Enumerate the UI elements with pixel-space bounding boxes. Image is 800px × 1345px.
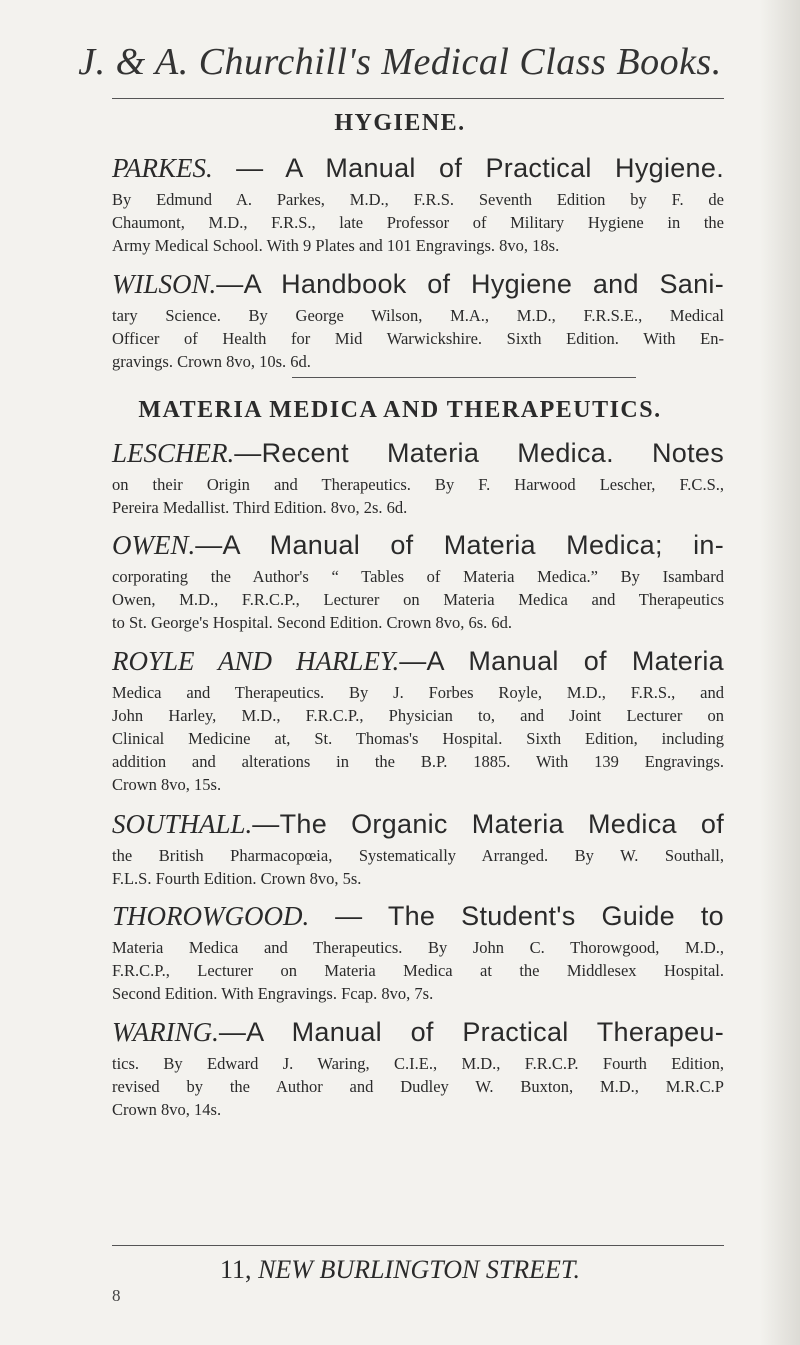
entry-title: Handbook of Hygiene and Sani- [281, 269, 724, 299]
entry-title: Manual of Practical Therapeu- [291, 1017, 725, 1047]
header-rule [112, 98, 724, 99]
section-title-materia-medica: MATERIA MEDICA AND THERAPEUTICS. [138, 397, 662, 423]
entry-heading: SOUTHALL.—The Organic Materia Medica of [112, 809, 724, 839]
entry-author: LESCHER. [112, 438, 235, 468]
entry-description: Materia Medica and Therapeutics. By John C. Thorowgood, M.D., F.R.C.P., Lecturer on Materia Medica at the Middlesex Hospital. Second Edition. With Engravings. Fcap. 8vo, 7s. [112, 938, 724, 1003]
entry-author: WILSON. [112, 269, 217, 299]
entry-title: Manual of Materia [468, 646, 724, 676]
entry-description: on their Origin and Therapeutics. By F. Harwood Lescher, F.C.S., Pereira Medallist. Third Edition. 8vo, 2s. 6d. [112, 475, 724, 517]
entry-wilson [112, 267, 724, 373]
entry-description: tary Science. By George Wilson, M.A., M.D., F.R.S.E., Medical Officer of Health for Mid Warwickshire. Sixth Edition. With En- gravings. Crown 8vo, 10s. 6d. [112, 306, 724, 371]
entry-waring [112, 1015, 724, 1121]
entry-title: Manual of Materia Medica; in- [269, 530, 725, 560]
entry-description: By Edmund A. Parkes, M.D., F.R.S. Seventh Edition by F. de Chaumont, M.D., F.R.S., late Professor of Military Hygiene in the Army Medical School. With 9 Plates and 101 Engravings. 8vo, 18s. [112, 190, 724, 255]
entry-author: THOROWGOOD. [112, 901, 310, 931]
entry-heading: WILSON.—A Handbook of Hygiene and Sani- [112, 269, 724, 299]
entry-heading: OWEN.—A Manual of Materia Medica; in- [112, 530, 725, 560]
footer-rule [112, 1245, 724, 1246]
page-edge-shadow [760, 0, 800, 1345]
entry-author: OWEN. [112, 530, 196, 560]
entry-title: Recent Materia Medica. Notes [261, 438, 724, 468]
entry-royle-harley [112, 644, 724, 796]
entry-title: The Student's Guide to [387, 901, 724, 931]
footer-street: NEW BURLINGTON STREET. [258, 1255, 580, 1284]
entry-heading: THOROWGOOD. — The Student's Guide to [112, 901, 724, 931]
entry-title: The Organic Materia Medica of [279, 809, 724, 839]
entry-lescher [112, 436, 724, 519]
entry-heading: LESCHER.—Recent Materia Medica. Notes [112, 438, 724, 468]
page-number: 8 [112, 1286, 121, 1305]
entry-author: SOUTHALL. [112, 809, 253, 839]
footer-number: 11, [220, 1255, 259, 1284]
entry-description: tics. By Edward J. Waring, C.I.E., M.D., F.R.C.P. Fourth Edition, revised by the Author and Dudley W. Buxton, M.D., M.R.C.P Crown 8vo, 14s. [112, 1054, 724, 1119]
entry-author: PARKES. [112, 153, 213, 183]
entry-heading: ROYLE AND HARLEY.—A Manual of Materia [112, 646, 724, 676]
running-head: J. & A. Churchill's Medical Class Books. [78, 41, 722, 83]
section-divider [292, 377, 636, 378]
entry-southall [112, 807, 724, 890]
entry-owen [112, 528, 724, 634]
entry-author: ROYLE AND HARLEY. [112, 646, 400, 676]
entry-description: the British Pharmacopœia, Systematically Arranged. By W. Southall, F.L.S. Fourth Edition. Crown 8vo, 5s. [112, 846, 724, 888]
entry-parkes [112, 151, 724, 257]
entry-thorowgood [112, 899, 724, 1005]
footer-address [0, 1255, 800, 1285]
entry-title: Manual of Practical Hygiene. [325, 153, 724, 183]
entry-description: Medica and Therapeutics. By J. Forbes Royle, M.D., F.R.S., and John Harley, M.D., F.R.C.P., Physician to, and Joint Lecturer on Clinical Medicine at, St. Thomas's Hospital. Sixth Edition, including addition and alterations in the B.P. 1885. With 139 Engravings. Crown 8vo, 15s. [112, 683, 724, 794]
section-title-hygiene: HYGIENE. [334, 110, 466, 136]
entry-author: WARING. [112, 1017, 219, 1047]
entry-heading: WARING.—A Manual of Practical Therapeu- [112, 1017, 725, 1047]
entry-description: corporating the Author's “ Tables of Materia Medica.” By Isambard Owen, M.D., F.R.C.P., Lecturer on Materia Medica and Therapeutics to St. George's Hospital. Second Edition. Crown 8vo, 6s. 6d. [112, 567, 724, 632]
entry-heading: PARKES. — A Manual of Practical Hygiene. [112, 153, 724, 183]
